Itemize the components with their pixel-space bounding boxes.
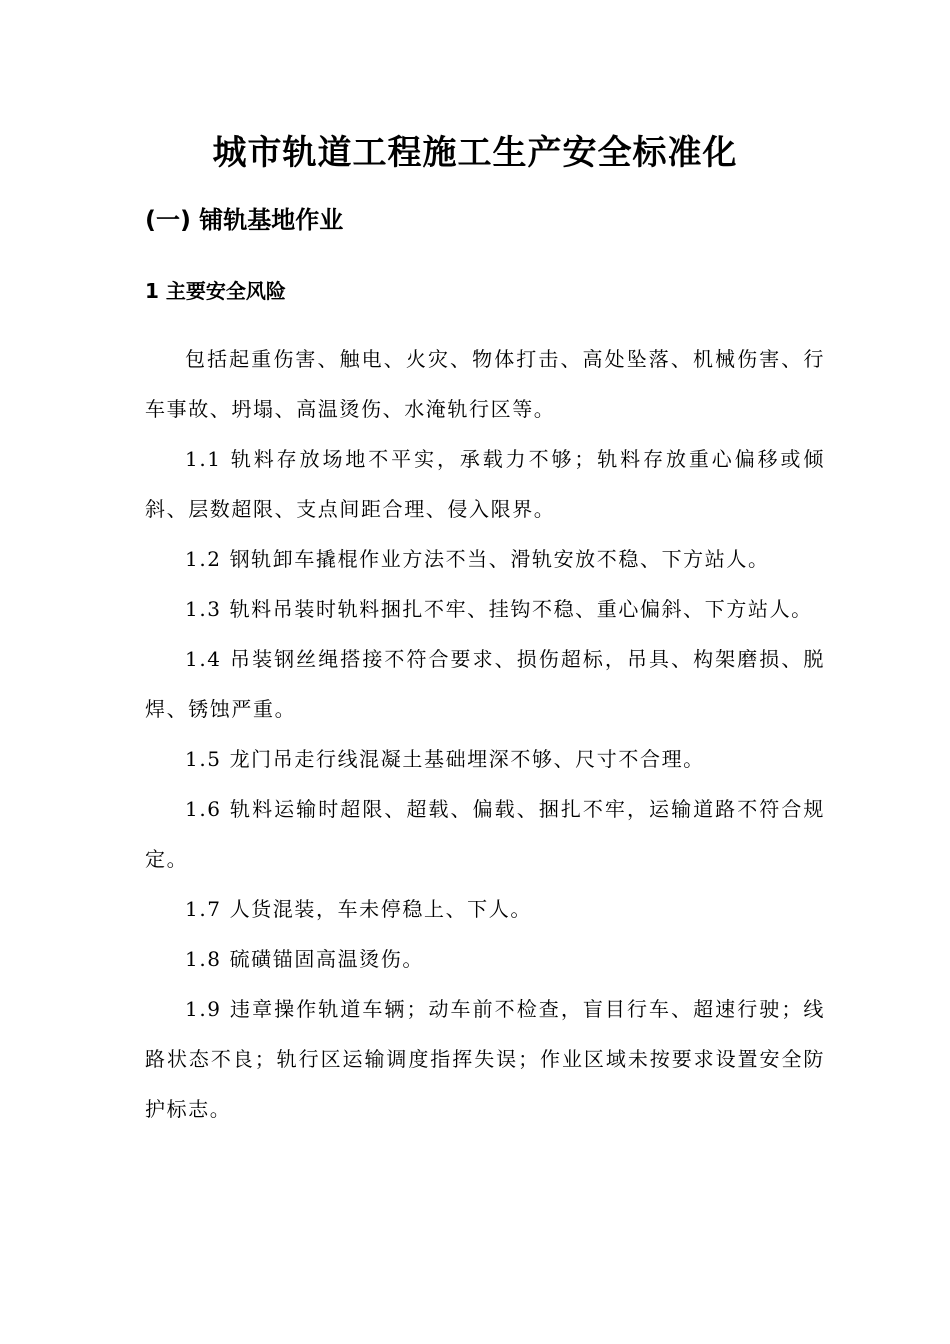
paragraph-1-2: 1.2 钢轨卸车撬棍作业方法不当、滑轨安放不稳、下方站人。 [185, 547, 770, 571]
paragraph-1-8: 1.8 硫磺锚固高温烫伤。 [185, 947, 424, 971]
paragraph-1-4: 1.4 吊装钢丝绳搭接不符合要求、损伤超标，吊具、构架磨损、脱焊、锈蚀严重。 [145, 647, 825, 721]
subsection-heading: 1 主要安全风险 [145, 279, 286, 303]
paragraph-1-1: 1.1 轨料存放场地不平实，承载力不够；轨料存放重心偏移或倾斜、层数超限、支点间距合理、侵入限界。 [145, 447, 825, 521]
paragraph-intro: 包括起重伤害、触电、火灾、物体打击、高处坠落、机械伤害、行车事故、坍塌、高温烫伤、水淹轨行区等。 [145, 347, 825, 421]
paragraph-1-5: 1.5 龙门吊走行线混凝土基础埋深不够、尺寸不合理。 [185, 747, 705, 771]
document-title: 城市轨道工程施工生产安全标准化 [212, 133, 738, 173]
paragraph-1-6: 1.6 轨料运输时超限、超载、偏载、捆扎不牢，运输道路不符合规定。 [145, 797, 825, 871]
paragraph-1-3: 1.3 轨料吊装时轨料捆扎不牢、挂钩不稳、重心偏斜、下方站人。 [185, 597, 813, 621]
section-heading: (一) 铺轨基地作业 [145, 206, 344, 234]
paragraph-1-7: 1.7 人货混装，车未停稳上、下人。 [185, 897, 532, 921]
document-body [145, 334, 825, 1134]
paragraph-1-9: 1.9 违章操作轨道车辆；动车前不检查，盲目行车、超速行驶；线路状态不良；轨行区运输调度指挥失误；作业区域未按要求设置安全防护标志。 [145, 997, 825, 1121]
